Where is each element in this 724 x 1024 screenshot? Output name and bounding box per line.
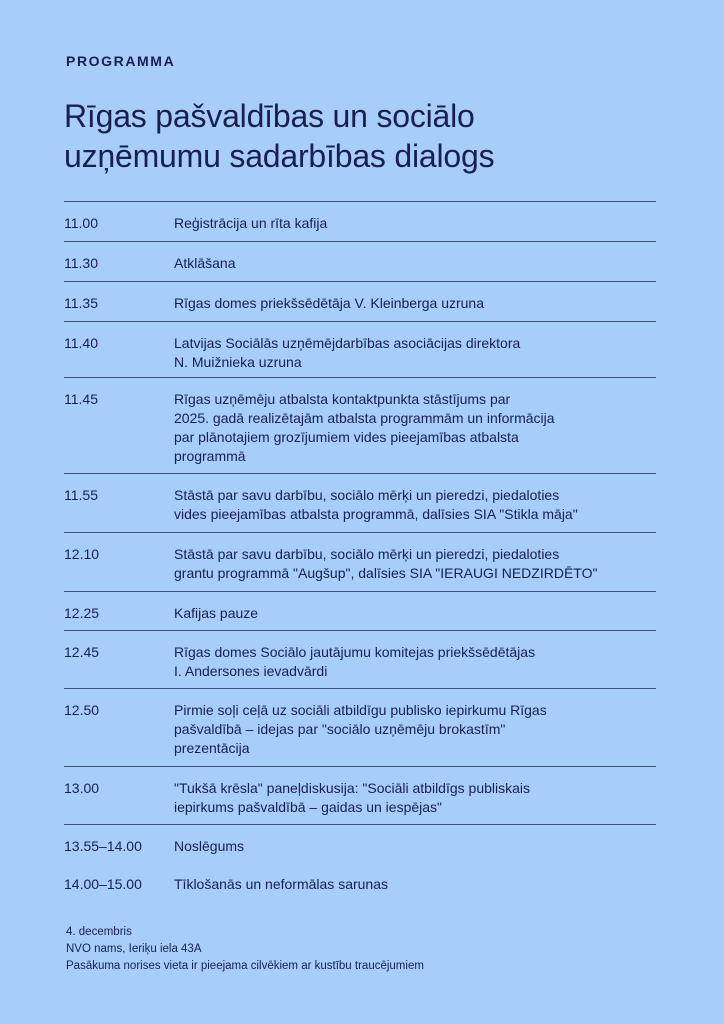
schedule-description-line: Noslēgums <box>174 838 245 854</box>
schedule-description-line: vides pieejamības atbalsta programmā, dalīsies SIA "Stikla māja" <box>174 506 578 522</box>
schedule-description <box>174 604 656 630</box>
schedule-description-line: prezentācija <box>174 740 250 756</box>
schedule-time: 11.00 <box>64 215 98 231</box>
schedule-description-line: Rīgas domes Sociālo jautājumu komitejas priekšsēdētājas <box>174 644 536 660</box>
event-venue: NVO nams, Ieriķu iela 43A <box>66 943 202 955</box>
schedule-description <box>174 701 656 766</box>
schedule-description <box>174 334 656 377</box>
schedule-description-line: Tīklošanās un neformālas sarunas <box>174 876 388 892</box>
schedule-description <box>174 643 656 688</box>
schedule-time: 14.00–15.00 <box>64 876 142 892</box>
schedule-description-line: Reģistrācija un rīta kafija <box>174 215 328 231</box>
schedule-time: 11.55 <box>64 487 98 503</box>
schedule-row <box>64 532 656 591</box>
schedule-description <box>174 486 656 532</box>
schedule-description-line: Stāstā par savu darbību, sociālo mērķi un pieredzi, piedaloties <box>174 487 560 503</box>
schedule-row <box>64 766 656 824</box>
schedule-description-line: Rīgas uzņēmēju atbalsta kontaktpunkta stāstījums par <box>174 391 511 407</box>
schedule-description <box>174 545 656 591</box>
schedule-row <box>64 630 656 688</box>
accessibility-note: Pasākuma norises vieta ir pieejama cilvēkiem ar kustību traucējumiem <box>66 960 424 972</box>
schedule-description-line: pašvaldībā – idejas par "sociālo uzņēmēju brokastīm" <box>174 721 506 737</box>
schedule-time: 11.35 <box>64 295 98 311</box>
schedule-row <box>64 281 656 321</box>
schedule-time: 11.30 <box>64 255 98 271</box>
schedule-row <box>64 473 656 532</box>
schedule-description <box>174 875 656 901</box>
schedule-description-line: Stāstā par savu darbību, sociālo mērķi un pieredzi, piedaloties <box>174 546 560 562</box>
schedule-description <box>174 294 656 321</box>
schedule-time: 11.40 <box>64 335 98 351</box>
schedule-description-line: iepirkums pašvaldībā – gaidas un iespējas" <box>174 799 443 815</box>
schedule-description-line: Kafijas pauze <box>174 605 259 621</box>
schedule-time: 12.50 <box>64 702 100 718</box>
schedule-description-line: programmā <box>174 448 246 464</box>
schedule-time: 13.55–14.00 <box>64 838 142 854</box>
schedule-description-line: 2025. gadā realizētajām atbalsta programmām un informācija <box>174 410 555 426</box>
schedule-list <box>64 201 656 901</box>
schedule-description <box>174 837 656 863</box>
schedule-row <box>64 824 656 863</box>
schedule-description-line: Atklāšana <box>174 255 236 271</box>
section-label: PROGRAMMA <box>66 53 176 69</box>
schedule-description <box>174 779 656 824</box>
schedule-time: 12.45 <box>64 644 100 660</box>
schedule-description-line: "Tukšā krēsla" paneļdiskusija: "Sociāli atbildīgs publiskais <box>174 780 531 796</box>
schedule-row <box>64 688 656 766</box>
schedule-description-line: N. Muižnieka uzruna <box>174 354 302 370</box>
schedule-description-line: Latvijas Sociālās uzņēmējdarbības asociācijas direktora <box>174 335 521 351</box>
schedule-description <box>174 390 656 473</box>
schedule-time: 13.00 <box>64 780 100 796</box>
schedule-description-line: grantu programmā "Augšup", dalīsies SIA "IERAUGI NEDZIRDĒTO" <box>174 565 598 581</box>
schedule-row <box>64 201 656 241</box>
schedule-description <box>174 254 656 281</box>
schedule-time: 12.25 <box>64 605 100 621</box>
event-info <box>66 924 424 975</box>
schedule-description-line: par plānotajiem grozījumiem vides pieejamības atbalsta <box>174 429 519 445</box>
schedule-description-line: Rīgas domes priekšsēdētāja V. Kleinberga uzruna <box>174 295 485 311</box>
schedule-row <box>64 377 656 473</box>
event-date: 4. decembris <box>66 926 132 938</box>
schedule-description-line: Pirmie soļi ceļā uz sociāli atbildīgu publisko iepirkumu Rīgas <box>174 702 547 718</box>
schedule-description <box>174 214 656 241</box>
schedule-row <box>64 591 656 630</box>
schedule-time: 11.45 <box>64 391 98 407</box>
page-title-line-1: Rīgas pašvaldības un sociālo <box>64 98 475 134</box>
schedule-description-line: I. Andersones ievadvārdi <box>174 663 328 679</box>
schedule-row <box>64 863 656 901</box>
schedule-time: 12.10 <box>64 546 100 562</box>
schedule-row <box>64 241 656 281</box>
page-title-line-2: uzņēmumu sadarbības dialogs <box>64 138 495 174</box>
schedule-row <box>64 321 656 377</box>
page-title <box>64 96 664 176</box>
